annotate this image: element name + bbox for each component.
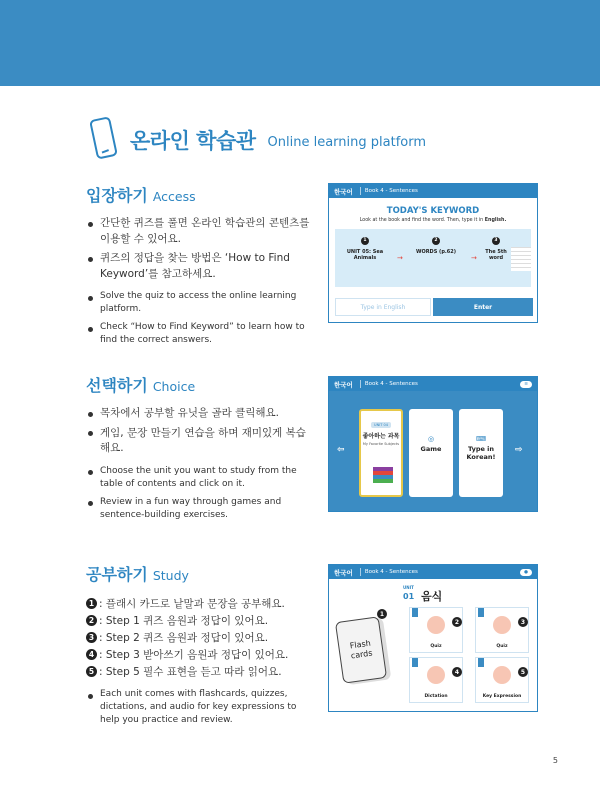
access-section	[86, 183, 316, 352]
access-title-en: Access	[152, 189, 196, 204]
keyword-title: TODAY'S KEYWORD	[386, 206, 480, 216]
choice-ko-item: 게임, 문장 만들기 연습을 하며 재미있게 복습해요.	[86, 426, 316, 457]
keyword-instruction: Look at the book and find the word. Then, type it in English.	[359, 218, 507, 223]
screen-book-label: Book 4 - Sentences	[364, 569, 418, 575]
screen-logo: 한국어	[334, 187, 353, 196]
choice-ko-item: 목차에서 공부할 유닛을 골라 클릭해요.	[86, 406, 316, 422]
quiz-tile[interactable]: Quiz	[475, 607, 529, 653]
unit-number: 01	[403, 592, 415, 601]
quiz-tile[interactable]: Quiz	[409, 607, 463, 653]
word-list-graphic	[511, 247, 531, 271]
unit-label: UNIT	[403, 585, 414, 590]
unit-card-title: 좋아하는 과목	[362, 433, 400, 440]
character-icon	[427, 616, 445, 634]
screen-header-bar	[329, 184, 537, 198]
access-title-ko: 입장하기	[86, 186, 148, 205]
access-screenshot	[328, 183, 538, 323]
access-ko-item: 퀴즈의 정답을 찾는 방법은 ‘How to Find Keyword’를 참고하세요.	[86, 251, 316, 282]
step-number-badge: 4	[86, 649, 97, 660]
keyword-hint-box	[335, 229, 531, 287]
access-en-item: Solve the quiz to access the online learning platform.	[86, 290, 316, 316]
type-korean-label: Type in Korean!	[466, 445, 496, 461]
header-band	[0, 0, 600, 86]
step-text: : Step 1 퀴즈 음원과 정답이 있어요.	[99, 615, 269, 627]
menu-pill-button[interactable]: ≡	[520, 381, 532, 388]
screen-book-label: Book 4 - Sentences	[364, 381, 418, 387]
access-ko-item: 간단한 퀴즈를 풀면 온라인 학습관의 콘텐츠를 이용할 수 있어요.	[86, 216, 316, 247]
arrow-right-icon[interactable]: ⇨	[515, 445, 523, 455]
step-number-badge: 2	[452, 617, 462, 627]
books-icon	[373, 467, 393, 483]
choice-en-item: Choose the unit you want to study from the table of contents and click on it.	[86, 465, 316, 491]
step-number-badge: 2	[86, 615, 97, 626]
dictation-tile[interactable]: Dictation	[409, 657, 463, 703]
study-step	[86, 663, 316, 680]
study-step	[86, 646, 316, 663]
enter-button[interactable]: Enter	[433, 298, 533, 316]
flashcards-button[interactable]: Flash cards	[335, 616, 387, 684]
study-title-ko: 공부하기	[86, 565, 148, 584]
keyboard-icon: ⌨	[475, 435, 487, 443]
screen-logo: 한국어	[334, 380, 353, 389]
unit-tag: UNIT 04	[371, 422, 391, 428]
choice-screenshot	[328, 376, 538, 512]
choice-section	[86, 373, 316, 527]
screen-book-label: Book 4 - Sentences	[364, 188, 418, 194]
unit-card[interactable]	[359, 409, 403, 497]
choice-title-en: Choice	[152, 379, 196, 394]
hero	[86, 116, 426, 164]
step-text: : 플래시 카드로 낱말과 문장을 공부해요.	[99, 598, 285, 610]
key-expression-tile[interactable]: Key Expression	[475, 657, 529, 703]
step-number-badge: 3	[518, 617, 528, 627]
arrow-right-icon: →	[397, 254, 403, 262]
study-step	[86, 629, 316, 646]
game-card-label: Game	[420, 445, 442, 453]
study-en-item: Each unit comes with flashcards, quizzes, dictations, and audio for key expressions to help you practice and review.	[86, 688, 316, 727]
game-icon: ◎	[427, 435, 435, 443]
home-icon[interactable]: ●	[520, 569, 532, 576]
step-text: : Step 5 필수 표현을 듣고 따라 읽어요.	[99, 666, 282, 678]
step-number-badge: 4	[452, 667, 462, 677]
step-number-badge: 1	[86, 598, 97, 609]
study-section	[86, 562, 316, 732]
choice-title-ko: 선택하기	[86, 376, 148, 395]
step-text: : Step 2 퀴즈 음원과 정답이 있어요.	[99, 632, 269, 644]
study-step	[86, 595, 316, 612]
keyword-input[interactable]: Type in English	[335, 298, 431, 316]
screen-header-bar	[329, 565, 537, 579]
screen-header-bar	[329, 377, 537, 391]
step-number-badge: 5	[518, 667, 528, 677]
character-icon	[427, 666, 445, 684]
hint-words: 2 WORDS (p.62)	[415, 238, 457, 255]
game-card[interactable]	[409, 409, 453, 497]
page-number: 5	[552, 756, 558, 765]
character-icon	[493, 616, 511, 634]
study-screenshot	[328, 564, 538, 712]
step-number-badge: 5	[86, 666, 97, 677]
smartphone-icon	[86, 116, 120, 164]
study-screen-body	[329, 579, 537, 711]
access-en-item: Check “How to Find Keyword” to learn how to find the correct answers.	[86, 321, 316, 347]
unit-title: 음식	[421, 590, 443, 603]
study-step	[86, 612, 316, 629]
hint-word: 3 The 5th word	[485, 238, 507, 261]
choice-en-item: Review in a fun way through games and sentence-building exercises.	[86, 496, 316, 522]
hint-unit: 1 UNIT 05: Sea Animals	[346, 238, 384, 261]
step-number-badge: 3	[86, 632, 97, 643]
study-title-en: Study	[152, 568, 189, 583]
page-title: 온라인 학습관	[130, 129, 256, 153]
page-subtitle: Online learning platform	[267, 134, 427, 150]
character-icon	[493, 666, 511, 684]
arrow-left-icon[interactable]: ⇦	[337, 445, 345, 455]
type-korean-card[interactable]	[459, 409, 503, 497]
screen-logo: 한국어	[334, 568, 353, 577]
unit-card-subtitle: My Favorite Subjects	[362, 442, 400, 446]
step-text: : Step 3 받아쓰기 음원과 정답이 있어요.	[99, 649, 289, 661]
arrow-right-icon: →	[471, 254, 477, 262]
step-number-badge: 1	[377, 609, 387, 619]
